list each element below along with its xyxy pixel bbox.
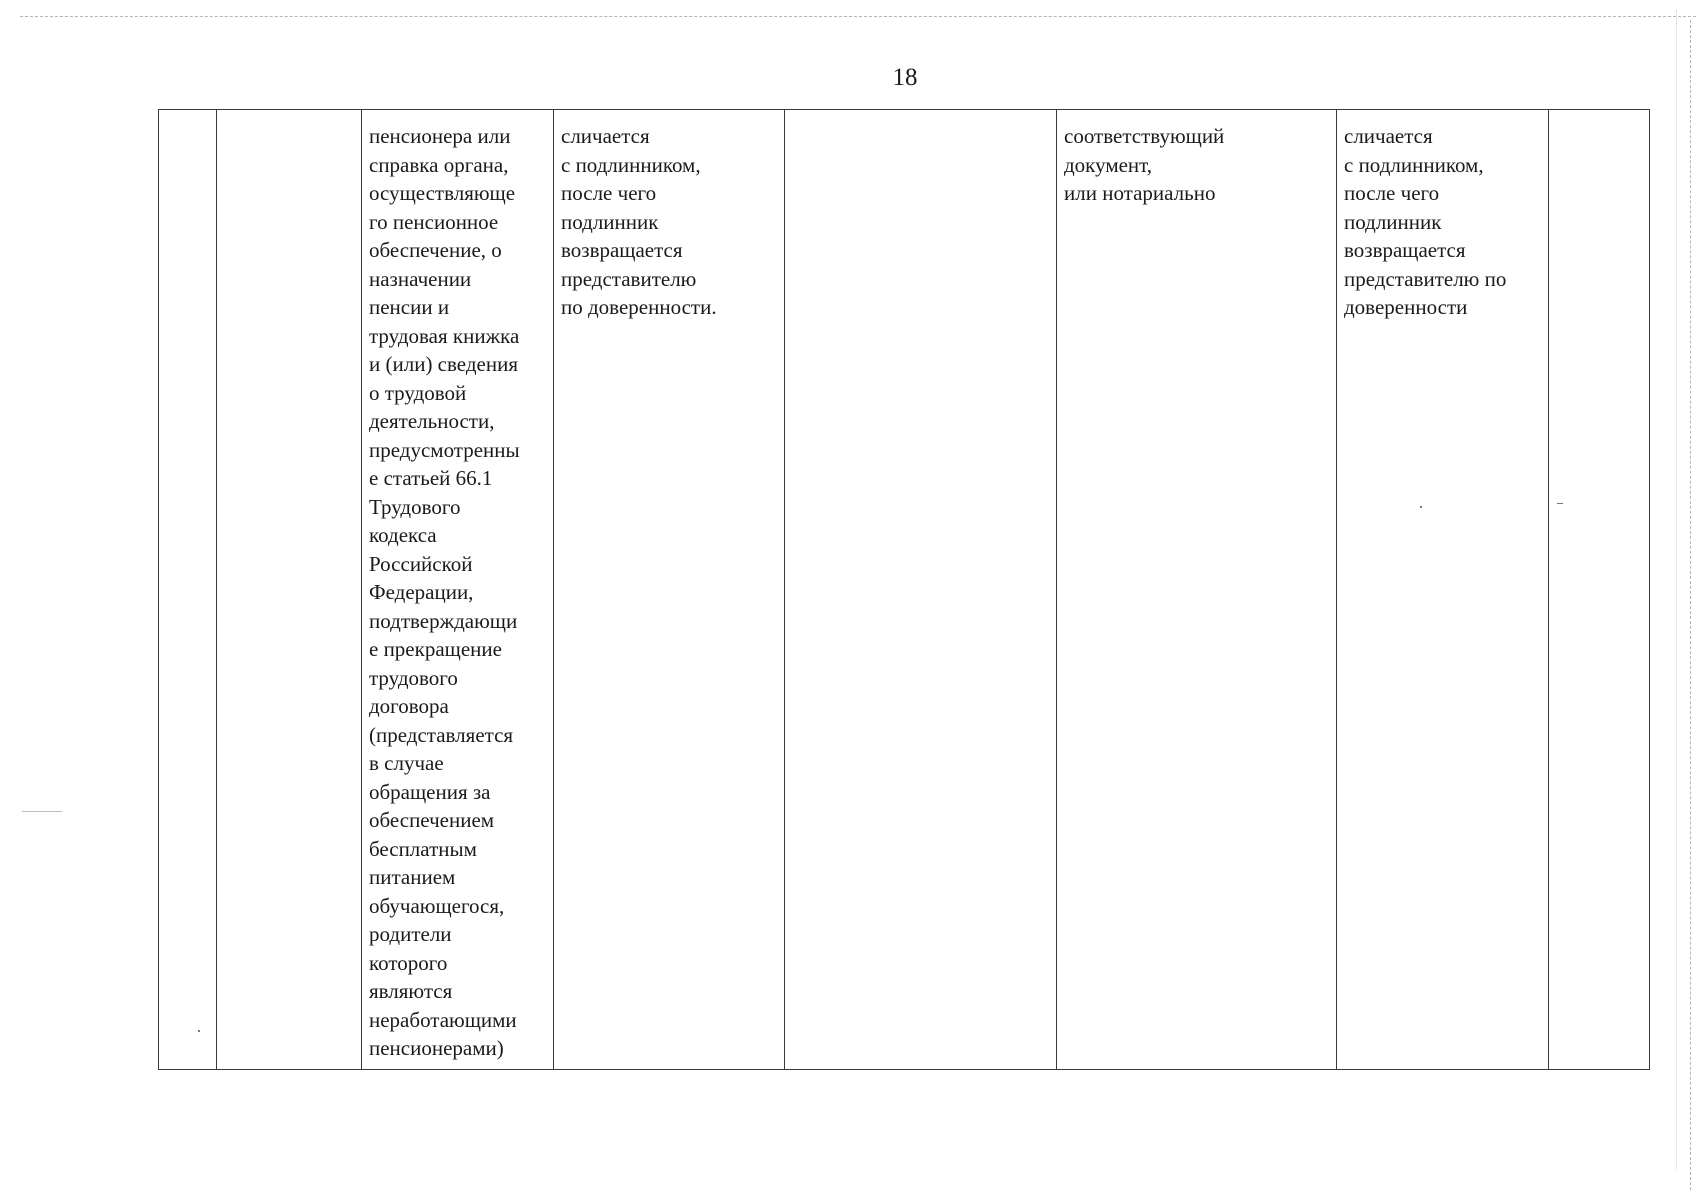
document-table <box>158 109 1650 1070</box>
table-cell-verification: сличается с подлинником, после чего подлинник возвращается представителю по доверенности. <box>554 110 785 1070</box>
scan-edge-right-inner <box>1676 10 1677 1170</box>
table-cell-col1 <box>159 110 217 1070</box>
table-cell-col2 <box>217 110 362 1070</box>
table-cell-verification-2: сличается с подлинником, после чего подлинник возвращается представителю по доверенности <box>1337 110 1549 1070</box>
table-cell-document-note: соответствующий документ, или нотариально <box>1057 110 1337 1070</box>
scan-edge-top <box>20 16 1696 17</box>
table-cell-col8 <box>1549 110 1650 1070</box>
table-cell-col5 <box>785 110 1057 1070</box>
table-cell-documents: пенсионера или справка органа, осуществляюще го пенсионное обеспечение, о назначении пенсии и трудовая книжка и (или) сведения о трудовой деятельности, предусмотренны е статьей 66.1 Трудового кодекса Российской Федерации, подтверждающи е прекращение трудового договора (представляется в случае обращения за обеспечением бесплатным питанием обучающегося, родители которого являются неработающими пенсионерами) <box>362 110 554 1070</box>
page-number: 18 <box>892 64 918 91</box>
table-row <box>159 110 1650 1070</box>
scan-speck <box>22 811 62 812</box>
scan-edge-right <box>1690 20 1691 1190</box>
